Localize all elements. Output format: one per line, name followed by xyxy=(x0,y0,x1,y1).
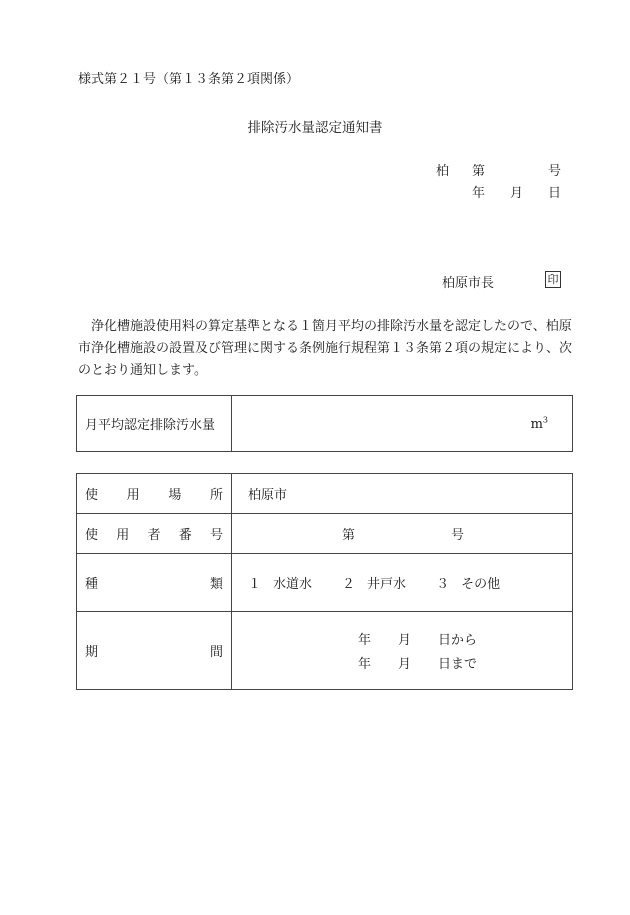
date-month: 月 xyxy=(510,186,524,201)
volume-unit: $m^3$ xyxy=(530,415,548,432)
document-title: 排除汚水量認定通知書 xyxy=(247,120,383,136)
type-option-3: ３ その他 xyxy=(436,577,501,592)
type-label: 種 類 xyxy=(77,554,232,612)
body-text: 浄化槽施設使用料の算定基準となる１箇月平均の排除汚水量を認定したので、柏原市浄化槽施設の設置及び管理に関する条例施行規程第１３条第２項の規定により、次のとおり通知します。 xyxy=(78,319,573,378)
user-number-dai: 第 xyxy=(342,528,356,543)
date-day: 日 xyxy=(548,186,562,201)
period-row xyxy=(77,612,573,690)
type-option-2: ２ 井戸水 xyxy=(342,577,407,592)
period-to: 年 月 日まで xyxy=(358,657,478,672)
location-row xyxy=(77,474,573,514)
location-label: 使 用 場 所 xyxy=(77,474,232,514)
location-value: 柏原市 xyxy=(232,474,573,514)
volume-table xyxy=(76,395,573,452)
user-number-go: 号 xyxy=(451,528,465,543)
reference-go: 号 xyxy=(548,164,562,179)
type-options xyxy=(232,554,573,612)
issuer-mayor: 柏原市長 xyxy=(442,276,495,291)
period-label: 期 間 xyxy=(77,612,232,690)
date-year: 年 xyxy=(472,186,486,201)
details-table xyxy=(76,473,573,690)
type-option-1: １ 水道水 xyxy=(248,577,313,592)
volume-label: 月平均認定排除汚水量 xyxy=(85,418,216,433)
period-from: 年 月 日から xyxy=(358,633,478,648)
form-number: 様式第２１号（第１３条第２項関係） xyxy=(78,72,300,87)
period-value xyxy=(232,612,573,690)
user-number-label: 使 用 者 番 号 xyxy=(77,514,232,554)
user-number-value xyxy=(232,514,573,554)
type-row xyxy=(77,554,573,612)
volume-label-cell xyxy=(77,396,232,452)
user-number-row xyxy=(77,514,573,554)
seal-mark: 印 xyxy=(545,271,561,288)
reference-dai: 第 xyxy=(472,164,486,179)
volume-value-cell xyxy=(232,396,573,452)
reference-prefix: 柏 xyxy=(436,164,450,179)
